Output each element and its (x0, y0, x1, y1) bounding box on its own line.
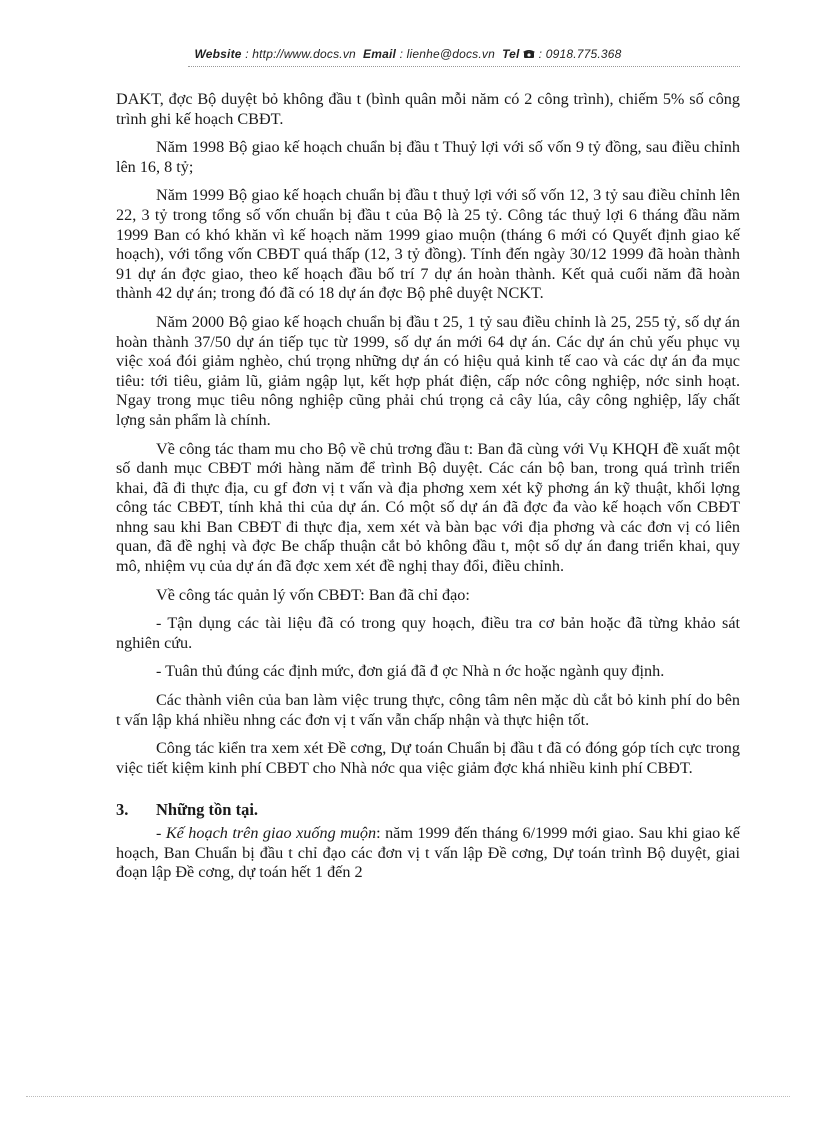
phone-icon (523, 47, 539, 61)
website-label: Website (194, 47, 242, 61)
email-address[interactable]: : lienhe@docs.vn (399, 47, 495, 61)
paragraph: Các thành viên của ban làm việc trung thực, công tâm nên mặc dù cắt bỏ kinh phí do bên t vấn lập khá nhiều nhng các đơn vị t vấn vẫn chấp nhận và thực hiện tốt. (116, 691, 740, 729)
paragraph: - Tận dụng các tài liệu đã có trong quy hoạch, điều tra cơ bản hoặc đã từng khảo sát nghiên cứu. (116, 614, 740, 652)
paragraph: DAKT, đợc Bộ duyệt bỏ không đầu t (bình quân mỗi năm có 2 công trình), chiếm 5% số công trình ghi kế hoạch CBĐT. (116, 90, 740, 128)
document-body (116, 90, 740, 892)
paragraph: - Tuân thủ đúng các định mức, đơn giá đã đ ợc Nhà n ớc hoặc ngành quy định. (156, 662, 665, 681)
paragraph: Về công tác quản lý vốn CBĐT: Ban đã chỉ đạo: (156, 585, 470, 604)
paragraph: Về công tác tham mu cho Bộ về chủ trơng đầu t: Ban đã cùng với Vụ KHQH đề xuất một số danh mục CBĐT mới hàng năm để trình Bộ duyệt. Các cán bộ ban, trong quá trình triển khai, đã đi thực địa, cu gf đơn vị t vấn và địa phơng xem xét kỹ phơng án kỹ thuật, khối lợng công tác CBĐT, tính khả thi của dự án. Có một số dự án đã đợc đa vào kế hoạch vốn CBĐT nhng sau khi Ban CBĐT đi thực địa, xem xét và bàn bạc với địa phơng và các đơn vị có liên quan, đã đề nghị và đợc Be chấp thuận cắt bỏ không đầu t, một số dự án đang triển khai, quy mô, nhiệm vụ của dự án đã đợc xem xét đề nghị thay đổi, điều chỉnh. (116, 439, 740, 576)
section-title: Những tồn tại. (156, 800, 259, 820)
footer-divider (26, 1096, 790, 1097)
paragraph: Năm 1998 Bộ giao kế hoạch chuẩn bị đầu t Thuỷ lợi với số vốn 9 tỷ đồng, sau điều chỉnh lên 16, 8 tỷ; (116, 138, 740, 176)
tel-label: Tel (502, 47, 520, 61)
header-divider (188, 66, 740, 67)
email-label: Email (363, 47, 397, 61)
paragraph: Công tác kiển tra xem xét Đề cơng, Dự toán Chuẩn bị đầu t đã có đóng góp tích cực trong việc tiết kiệm kinh phí CBĐT cho Nhà nớc qua việc giảm đợc khá nhiều kinh phí CBĐT. (116, 739, 740, 777)
page-header (0, 47, 816, 61)
emphasis-text: - Kế hoạch trên giao xuống muộn (156, 824, 377, 842)
website-url[interactable]: : http://www.docs.vn (245, 47, 356, 61)
paragraph (116, 824, 740, 883)
paragraph: Năm 1999 Bộ giao kế hoạch chuẩn bị đầu t thuỷ lợi với số vốn 12, 3 tỷ sau điều chỉnh lên 22, 3 tỷ trong tổng số vốn chuẩn bị đầu t của Bộ là 25 tỷ. Công tác thuỷ lợi 6 tháng đầu năm 1999 Ban có khó khăn vì kế hoạch năm 1999 giao muộn (tháng 6 mới có Quyết định giao kế hoạch), với tổng vốn CBĐT quá thấp (12, 3 tỷ đồng). Tính đến ngày 30/12 1999 đã hoàn thành 91 dự án đợc giao, theo kế hoạch đầu bố trí 7 dự án hoàn thành. Kết quả cuối năm đã hoàn thành 42 dự án; trong đó đã có 18 dự án đợc Bộ phê duyệt NCKT. (116, 186, 740, 303)
section-heading (116, 800, 740, 820)
section-number: 3. (116, 800, 129, 820)
paragraph: Năm 2000 Bộ giao kế hoạch chuẩn bị đầu t 25, 1 tỷ sau điều chỉnh là 25, 255 tỷ, số dự án hoàn thành 37/50 dự án tiếp tục từ 1999, số dự án mới 64 dự án. Các dự án chủ yếu phục vụ việc xoá đói giảm nghèo, chú trọng những dự án có hiệu quả kinh tế cao và các dự án đa mục tiêu: tới tiêu, giảm lũ, giảm ngập lụt, kết hợp phát điện, cấp nớc công nghiệp, nớc sinh hoạt. Ngay trong mục tiêu nông nghiệp cũng phải chú trọng cả cây lúa, cây công nghiệp, lấy chất lợng sản phẩm là chính. (116, 312, 740, 429)
paragraph-text: : năm 1999 đến tháng 6/1999 mới giao. Sau khi giao kế hoạch, Ban Chuẩn bị đầu t chỉ đạo các đơn vị t vấn lập Đề cơng, Dự toán trình Bộ duyệt, giai đoạn lập Đề cơng, dự toán hết 1 đến 2 (116, 824, 740, 882)
phone-number[interactable]: : 0918.775.368 (538, 47, 622, 61)
